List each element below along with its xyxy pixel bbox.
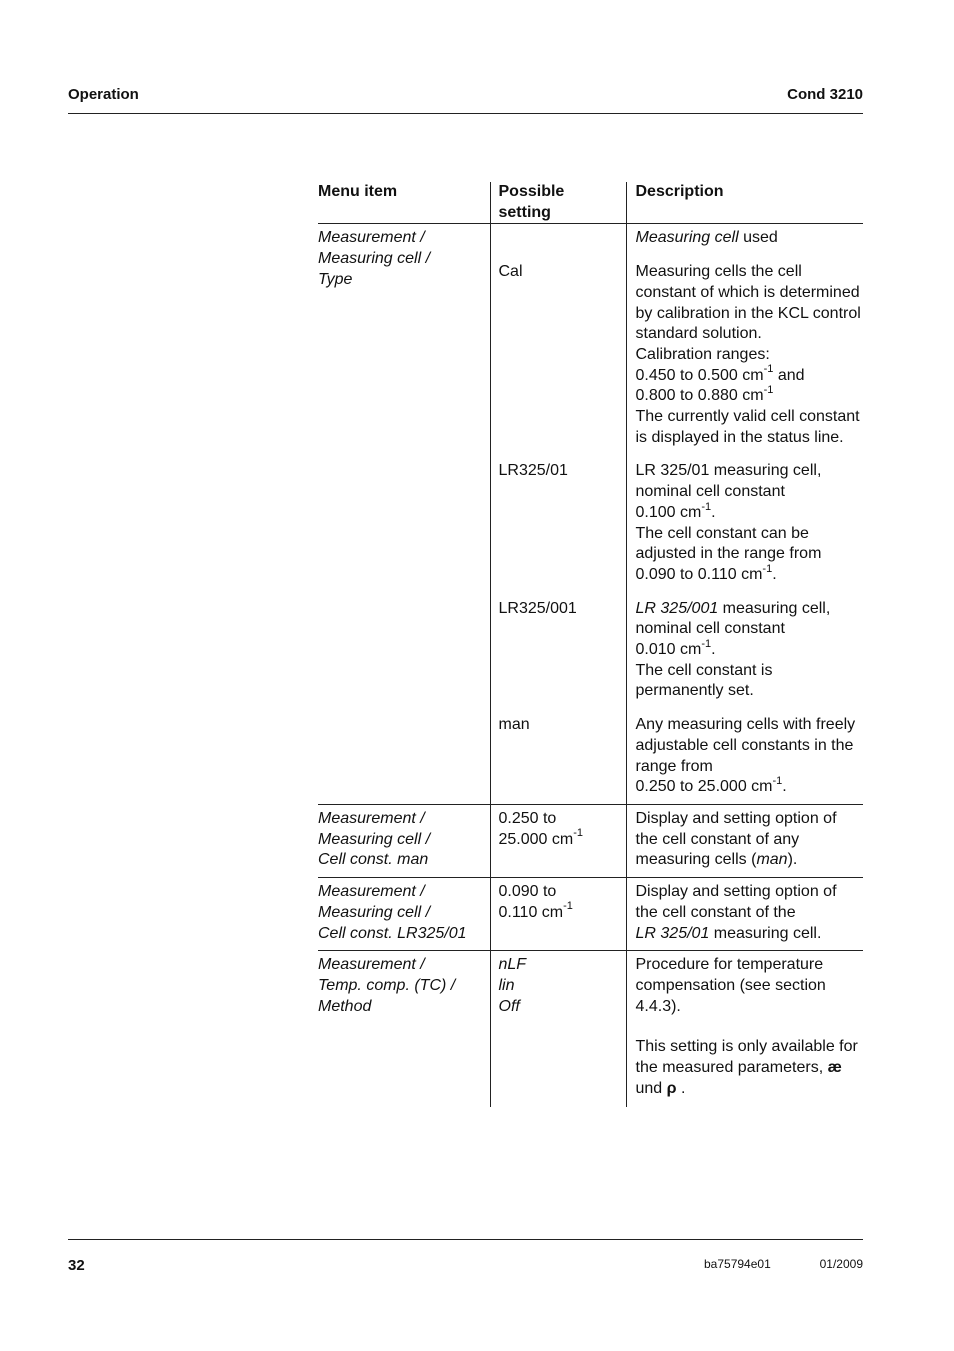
- cal-range-1: [635, 363, 864, 387]
- paragraph-gap: [636, 1017, 864, 1037]
- intro-emphasis: Measuring cell: [635, 229, 739, 247]
- setting-lr325-001: LR325/001: [490, 586, 626, 703]
- description-lr325-001: [626, 586, 863, 703]
- man-desc-1: Any measuring cells with freely adjustable cell constants in the range from: [635, 716, 856, 775]
- description-cell-const-man: [626, 804, 863, 877]
- page-number: 32: [68, 1257, 85, 1274]
- setting-range-man-to: [498, 827, 626, 851]
- lr01-range-exponent: -1: [762, 562, 773, 575]
- menu-path-line: Temp. comp. (TC) /: [318, 976, 456, 994]
- lr01-range-period: .: [772, 565, 777, 583]
- description-intro: [626, 224, 863, 249]
- cell-const-lr01-rest: measuring cell.: [709, 924, 822, 942]
- cal-range-1-value: 0.450 to 0.500 cm: [635, 366, 764, 384]
- setting-range-man-to-value: 25.000 cm: [498, 830, 574, 848]
- lr001-nominal-period: .: [711, 641, 716, 659]
- header-possible-setting: [490, 182, 626, 224]
- lr001-model-emphasis: LR 325/001: [635, 599, 719, 617]
- running-header-product: Cond 3210: [787, 86, 863, 103]
- menu-path-line: Type: [318, 270, 353, 288]
- cell-const-man-desc: Display and setting option of the cell constant of any measuring cells (: [635, 809, 837, 869]
- setting-cal: Cal: [490, 249, 626, 448]
- lr01-range-value: 0.090 to 0.110 cm: [635, 565, 763, 583]
- setting-lr325-01: LR325/01: [490, 448, 626, 585]
- setting-range-man-exponent: -1: [573, 827, 583, 840]
- header-possible-setting-label: Possible setting: [498, 183, 565, 221]
- lr01-range: [635, 562, 864, 586]
- lr001-desc-rest: measuring cell, nominal cell constant: [635, 599, 831, 638]
- menu-path-cell-const-man: [318, 804, 490, 877]
- table-header-row: [318, 182, 863, 224]
- tc-option-nlf: nLF: [498, 956, 527, 974]
- tc-desc-availability: [636, 1037, 864, 1099]
- menu-path-line: Measuring cell /: [318, 250, 431, 268]
- cal-range-1-exponent: -1: [763, 363, 774, 376]
- cal-range-2: [636, 386, 864, 407]
- setting-range-man: [490, 804, 626, 877]
- header-description: Description: [626, 182, 863, 224]
- cal-desc-5: The currently valid cell constant is displayed in the status line.: [635, 408, 860, 446]
- man-range-period: .: [782, 778, 787, 796]
- setting-range-lr01-to-value: 0.110 cm: [498, 903, 564, 921]
- menu-path-line: Cell const. man: [318, 851, 429, 869]
- lr001-nominal-value: 0.010 cm: [635, 641, 702, 659]
- tc-desc-und: und: [635, 1079, 667, 1097]
- man-range-exponent: -1: [772, 774, 783, 787]
- resistivity-symbol: ρ: [666, 1079, 677, 1097]
- lr01-nominal-period: .: [711, 503, 716, 521]
- lr01-desc-1: LR 325/01 measuring cell, nominal cell constant: [635, 462, 822, 501]
- table-row: [318, 878, 863, 951]
- table-row: [318, 951, 863, 1108]
- menu-path-line: Measurement /: [318, 809, 425, 827]
- header-menu-item: Menu item: [318, 182, 490, 224]
- menu-path-cell-const-lr325-01: [318, 878, 490, 951]
- document-id: ba75794e01: [704, 1257, 771, 1271]
- header-rule: [68, 113, 863, 114]
- menu-path-tc-method: [318, 951, 490, 1108]
- setting-range-man-from: 0.250 to: [498, 809, 557, 827]
- lr01-nominal-value: 0.100 cm: [635, 503, 702, 521]
- cal-desc-1: Measuring cells the cell constant of which is determined by calibration in the KCL control standard solution.: [635, 263, 861, 343]
- menu-path-line: Method: [318, 997, 372, 1015]
- conductivity-symbol: æ: [827, 1059, 842, 1077]
- setting-range-lr01-to: [498, 900, 626, 924]
- lr001-desc-1: [636, 599, 864, 640]
- lr01-nominal: [635, 500, 864, 524]
- menu-path-type: [318, 224, 490, 805]
- tc-desc-end: .: [676, 1079, 686, 1097]
- cell-const-lr01-emphasis: LR 325/01: [635, 924, 710, 942]
- setting-range-lr01-from: 0.090 to: [498, 883, 557, 901]
- tc-option-off: Off: [498, 997, 520, 1015]
- cell-const-lr01-line: [636, 924, 864, 945]
- menu-settings-table: [318, 182, 863, 1107]
- man-range-value: 0.250 to 25.000 cm: [635, 778, 773, 796]
- lr01-desc-3: The cell constant can be adjusted in the range from: [635, 524, 822, 563]
- intro-rest: used: [738, 229, 778, 247]
- cal-desc-2: Calibration ranges:: [635, 345, 770, 363]
- menu-path-line: Measurement /: [318, 956, 425, 974]
- setting-range-lr325-01: [490, 878, 626, 951]
- menu-path-line: Cell const. LR325/01: [318, 924, 467, 942]
- menu-path-line: Measuring cell /: [318, 903, 431, 921]
- table-row: [318, 804, 863, 877]
- setting-tc-methods: [490, 951, 626, 1108]
- cell-const-man-close: ).: [787, 851, 798, 869]
- setting-cell-empty: [490, 224, 626, 249]
- menu-path-line: Measuring cell /: [318, 830, 431, 848]
- lr001-nominal-exponent: -1: [701, 637, 712, 650]
- tc-desc-procedure: Procedure for temperature compensation (see section 4.4.3).: [635, 956, 826, 1015]
- document-date: 01/2009: [819, 1257, 863, 1271]
- setting-range-lr01-exponent: -1: [563, 900, 573, 913]
- setting-man: man: [490, 702, 626, 804]
- tc-desc-availability-text: This setting is only available for the measured parameters,: [635, 1038, 858, 1077]
- description-cell-const-lr325-01: [626, 878, 863, 951]
- lr01-nominal-exponent: -1: [701, 500, 712, 513]
- man-range: [635, 774, 864, 798]
- lr001-desc-3: The cell constant is permanently set.: [635, 661, 773, 700]
- cal-range-2-value: 0.800 to 0.880 cm: [635, 387, 764, 405]
- cal-range-2-exponent: -1: [763, 384, 774, 396]
- menu-path-line: Measurement /: [318, 883, 425, 901]
- menu-path-line: Measurement /: [318, 229, 425, 247]
- cal-range-1-and: and: [773, 366, 805, 384]
- lr001-nominal: [635, 637, 864, 661]
- table-row: [318, 224, 863, 249]
- footer-rule: [68, 1239, 863, 1240]
- cell-const-man-emphasis: man: [756, 851, 788, 869]
- description-lr325-01: [626, 448, 863, 585]
- cell-const-lr01-desc: Display and setting option of the cell constant of the: [635, 883, 837, 921]
- description-cal: [626, 249, 863, 448]
- description-tc-method: [626, 951, 863, 1108]
- running-header-section: Operation: [68, 86, 139, 103]
- tc-option-lin: lin: [498, 976, 515, 994]
- description-man: [626, 702, 863, 804]
